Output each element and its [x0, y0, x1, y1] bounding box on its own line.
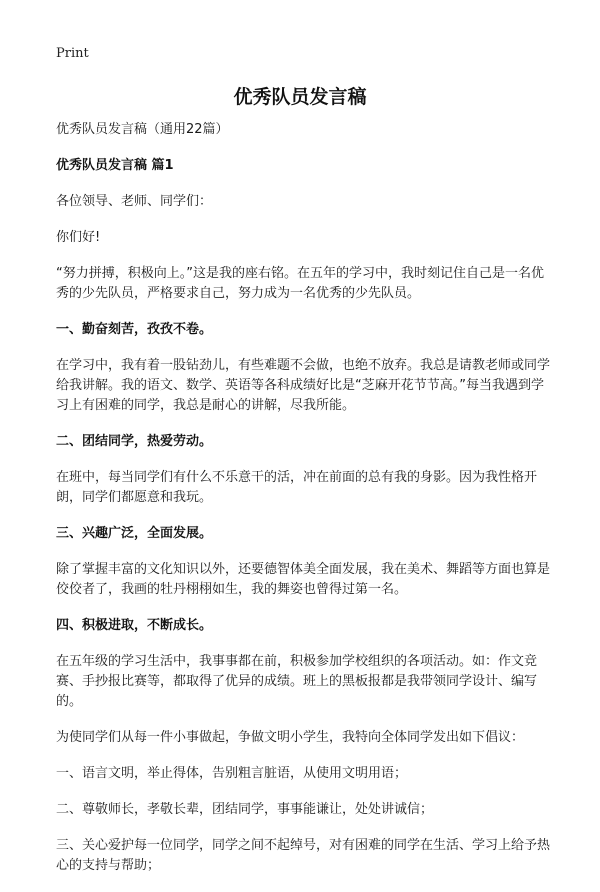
section-body: 在五年级的学习生活中，我事事都在前，积极参加学校组织的各项活动。如：作文竞赛、手抄报比赛等，都取得了优异的成绩。班上的黑板报都是我带领同学设计、编写的。 — [56, 654, 538, 709]
article-heading: 优秀队员发言稿 篇1 — [56, 158, 174, 173]
print-label: Print — [56, 46, 89, 61]
intro-paragraph: “努力拼搏，积极向上。”这是我的座右铭。在五年的学习中，我时刻记住自己是一名优秀的少先队员，严格要求自己，努力成为一名优秀的少先队员。 — [56, 266, 544, 301]
document-content — [56, 120, 556, 892]
proposal-item: 三、关心爱护每一位同学，同学之间不起绰号，对有困难的同学在生活、学习上给予热心的支持与帮助； — [56, 838, 551, 873]
greeting-paragraph: 各位领导、老师、同学们： — [56, 194, 213, 209]
hello-paragraph: 你们好! — [56, 230, 101, 245]
section-body: 在班中，每当同学们有什么不乐意干的活，冲在前面的总有我的身影。因为我性格开朗，同学们都愿意和我玩。 — [56, 470, 538, 505]
document-subtitle: 优秀队员发言稿（通用22篇） — [56, 122, 229, 137]
proposal-intro-paragraph: 为使同学们从每一件小事做起，争做文明小学生，我特向全体同学发出如下倡议： — [56, 730, 525, 745]
document-title: 优秀队员发言稿 — [233, 86, 367, 108]
section-body: 除了掌握丰富的文化知识以外，还要德智体美全面发展，我在美术、舞蹈等方面也算是佼佼者了，我画的牡丹栩栩如生，我的舞姿也曾得过第一名。 — [56, 562, 551, 597]
section-heading: 二、团结同学，热爱劳动。 — [56, 434, 213, 449]
proposal-item: 一、语言文明，举止得体，告别粗言脏语，从使用文明用语； — [56, 766, 408, 781]
section-heading: 一、勤奋刻苦，孜孜不卷。 — [56, 322, 213, 337]
section-body: 在学习中，我有着一股钻劲儿，有些难题不会做，也绝不放弃。我总是请教老师或同学给我讲解。我的语文、数学、英语等各科成绩好比是“芝麻开花节节高。”每当我遇到学习上有困难的同学，我总是耐心的讲解，尽我所能。 — [56, 358, 551, 413]
section-heading: 四、积极进取，不断成长。 — [56, 618, 213, 633]
proposal-item: 二、尊敬师长，孝敬长辈，团结同学，事事能谦让，处处讲诚信； — [56, 802, 434, 817]
section-heading: 三、兴趣广泛，全面发展。 — [56, 526, 213, 541]
